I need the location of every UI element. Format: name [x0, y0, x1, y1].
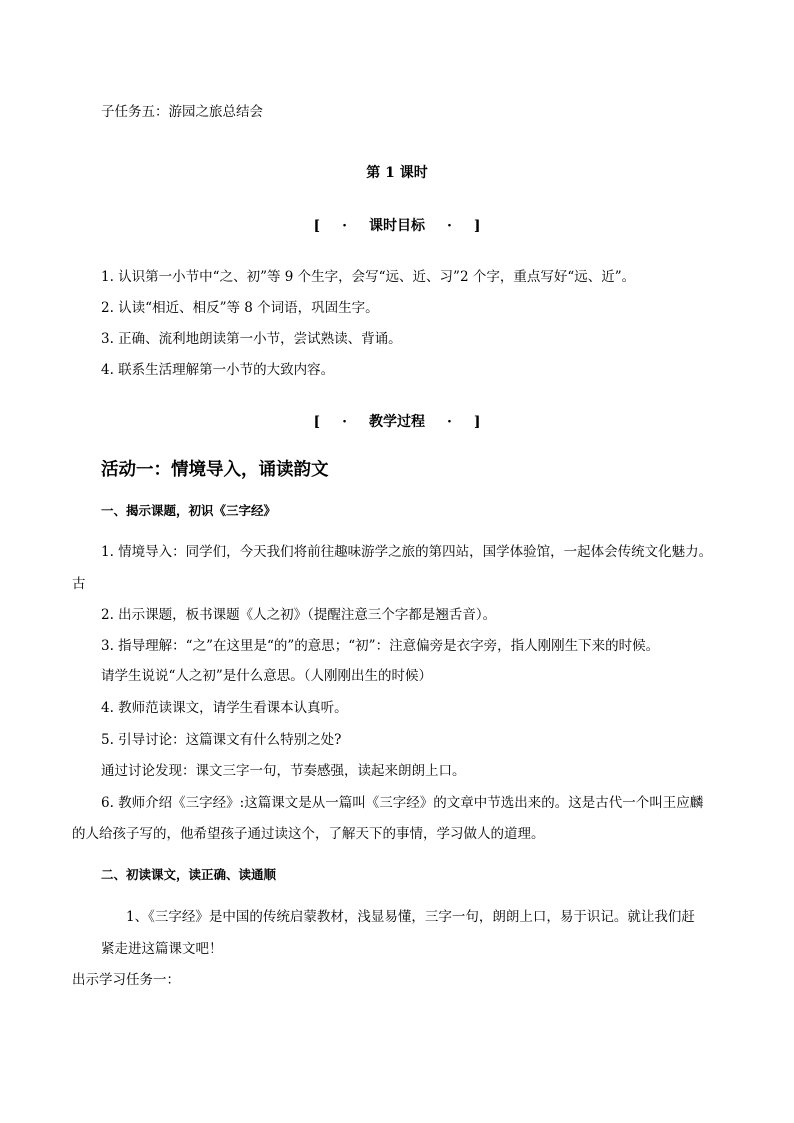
goal-item: 2. 认读“相近、相反”等 8 个词语，巩固生字。 [101, 300, 379, 316]
body-line: 4. 教师范读课文，请学生看课本认真听。 [101, 700, 348, 716]
goals-heading [0, 217, 794, 235]
dot-left: · [342, 414, 347, 430]
goal-item: 1. 认识第一小节中“之、初”等 9 个生字，会写“远、近、习”2 个字，重点写好“远、近”。 [101, 269, 636, 285]
body-line: 5. 引导讨论：这篇课文有什么特别之处? [101, 732, 342, 748]
body-line: 出示学习任务一： [72, 972, 180, 988]
lesson-title: 第 1 课时 [366, 165, 428, 181]
section-title: 二、初读课文，读正确、读通顺 [101, 867, 277, 882]
body-line: 紧走进这篇课文吧！ [101, 941, 223, 957]
goals-heading-label: 课时目标 [369, 218, 425, 234]
body-line: 请学生说说“人之初”是什么意思。（人刚刚出生的时候） [101, 668, 433, 684]
bracket-close: ] [473, 414, 481, 430]
activity-title: 活动一：情境导入，诵读韵文 [101, 460, 329, 480]
body-line: 通过讨论发现：课文三字一句，节奏感强，读起来朗朗上口。 [101, 763, 466, 779]
body-line: 3. 指导理解：“之”在这里是“的”的意思；“初”：注意偏旁是衣字旁，指人刚刚生下来的时候。 [101, 638, 660, 654]
process-heading-label: 教学过程 [369, 414, 425, 430]
goal-item: 4. 联系生活理解第一小节的大致内容。 [101, 362, 335, 378]
dot-right: · [447, 218, 452, 234]
bracket-open: [ [313, 414, 321, 430]
body-line: 1. 情境导入：同学们，今天我们将前往趣味游学之旅的第四站，国学体验馆，一起体会传统文化魅力。 [101, 544, 713, 560]
bracket-open: [ [313, 218, 321, 234]
body-line: 1、《三字经》是中国的传统启蒙教材，浅显易懂，三字一句，朗朗上口，易于识记。就让我们赶 [126, 909, 695, 925]
process-heading [0, 413, 794, 431]
body-line: 6. 教师介绍《三字经》:这篇课文是从一篇叫《三字经》的文章中节选出来的。这是古代一个叫王应麟 [101, 795, 704, 811]
body-line: 2. 出示课题，板书课题《人之初》（提醒注意三个字都是翘舌音）。 [101, 607, 497, 623]
body-line: 古 [72, 576, 86, 592]
bracket-close: ] [473, 218, 481, 234]
section-title: 一、揭示课题，初识《三字经》 [101, 503, 277, 518]
body-line: 的人给孩子写的，他希望孩子通过读这个，了解天下的事情，学习做人的道理。 [72, 826, 545, 842]
dot-right: · [447, 414, 452, 430]
goal-item: 3. 正确、流利地朗读第一小节，尝试熟读、背诵。 [101, 331, 402, 347]
dot-left: · [342, 218, 347, 234]
subtask-title: 子任务五：游园之旅总结会 [101, 104, 263, 120]
